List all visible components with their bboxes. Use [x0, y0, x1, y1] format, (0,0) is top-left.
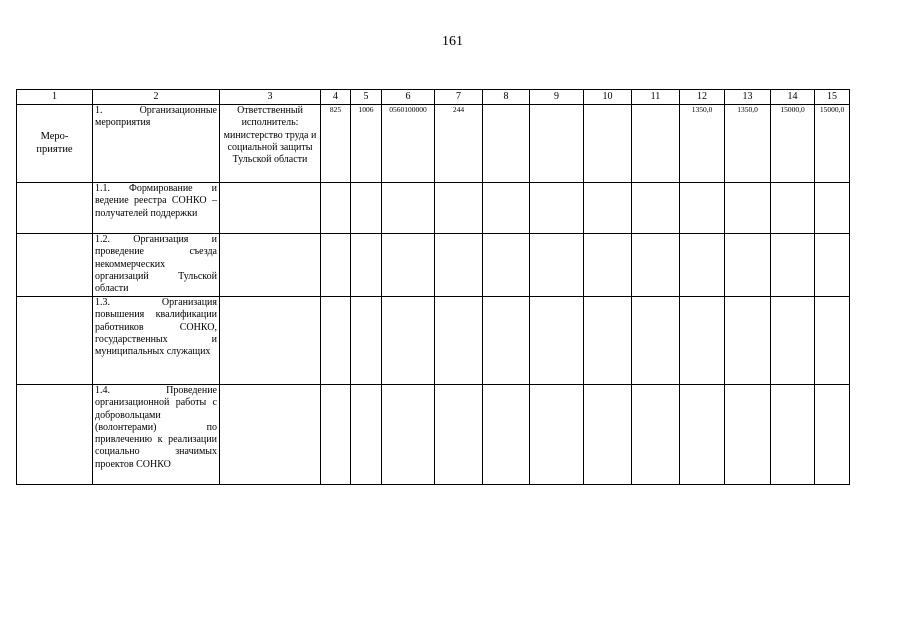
empty-cell	[584, 183, 632, 234]
empty-cell	[321, 234, 351, 297]
table-row	[17, 234, 850, 297]
empty-cell	[771, 234, 815, 297]
empty-cell	[17, 183, 93, 234]
activity-name-cell: 1.1. Формирование и ведение реестра СОНКО – получателей поддержки	[93, 183, 220, 234]
empty-cell	[17, 234, 93, 297]
column-number: 11	[632, 90, 680, 105]
empty-cell	[483, 385, 530, 485]
empty-cell	[530, 234, 584, 297]
activity-name-cell: 1.3. Организация повышения квалификации работников СОНКО, государственных и муниципальных служащих	[93, 297, 220, 385]
table-row	[17, 385, 850, 485]
empty-cell	[17, 385, 93, 485]
activity-name-cell: 1. Организационные мероприятия	[93, 105, 220, 183]
empty-cell	[584, 297, 632, 385]
empty-cell	[680, 297, 725, 385]
empty-cell	[351, 183, 382, 234]
empty-cell	[530, 385, 584, 485]
column-number: 10	[584, 90, 632, 105]
empty-cell	[771, 385, 815, 485]
value-cell: 15000,0	[771, 105, 815, 183]
activity-name-cell: 1.2. Организация и проведение съезда некоммерческих организаций Тульской области	[93, 234, 220, 297]
empty-cell	[17, 297, 93, 385]
empty-cell	[815, 183, 850, 234]
table-row	[17, 183, 850, 234]
empty-cell	[483, 297, 530, 385]
column-number: 4	[321, 90, 351, 105]
empty-cell	[530, 183, 584, 234]
column-number: 14	[771, 90, 815, 105]
empty-cell	[483, 234, 530, 297]
empty-cell	[632, 385, 680, 485]
empty-cell	[725, 183, 771, 234]
column-number: 6	[382, 90, 435, 105]
empty-cell	[382, 183, 435, 234]
empty-cell	[680, 183, 725, 234]
code-cell: 0560100000	[382, 105, 435, 183]
empty-cell	[321, 183, 351, 234]
value-cell	[632, 105, 680, 183]
empty-cell	[632, 297, 680, 385]
empty-cell	[815, 297, 850, 385]
empty-cell	[220, 297, 321, 385]
column-number: 13	[725, 90, 771, 105]
value-cell: 1350,0	[680, 105, 725, 183]
empty-cell	[382, 385, 435, 485]
empty-cell	[725, 297, 771, 385]
table-row	[17, 297, 850, 385]
table-row	[17, 105, 850, 183]
column-number: 9	[530, 90, 584, 105]
empty-cell	[382, 297, 435, 385]
empty-cell	[435, 297, 483, 385]
value-cell	[530, 105, 584, 183]
empty-cell	[351, 297, 382, 385]
empty-cell	[435, 385, 483, 485]
column-number: 1	[17, 90, 93, 105]
code-cell: 825	[321, 105, 351, 183]
empty-cell	[584, 385, 632, 485]
column-number-row	[17, 90, 850, 105]
column-number: 3	[220, 90, 321, 105]
page-number: 161	[442, 34, 463, 49]
column-number: 7	[435, 90, 483, 105]
empty-cell	[435, 183, 483, 234]
column-number: 12	[680, 90, 725, 105]
activity-name-cell: 1.4. Проведение организационной работы с добровольцами (волонтерами) по привлечению к реализации социально значимых проектов СОНКО	[93, 385, 220, 485]
executor-cell: Ответственный исполнитель: министерство труда и социальной защиты Тульской области	[220, 105, 321, 183]
empty-cell	[632, 183, 680, 234]
budget-table	[16, 89, 850, 485]
empty-cell	[321, 297, 351, 385]
empty-cell	[815, 385, 850, 485]
value-cell	[483, 105, 530, 183]
column-number: 8	[483, 90, 530, 105]
empty-cell	[483, 183, 530, 234]
empty-cell	[351, 385, 382, 485]
empty-cell	[220, 183, 321, 234]
empty-cell	[382, 234, 435, 297]
empty-cell	[725, 234, 771, 297]
value-cell	[584, 105, 632, 183]
empty-cell	[220, 385, 321, 485]
row-type-cell: Меро-приятие	[17, 105, 93, 183]
code-cell: 244	[435, 105, 483, 183]
empty-cell	[771, 297, 815, 385]
empty-cell	[321, 385, 351, 485]
empty-cell	[584, 234, 632, 297]
empty-cell	[435, 234, 483, 297]
column-number: 15	[815, 90, 850, 105]
column-number: 5	[351, 90, 382, 105]
value-cell: 1350,0	[725, 105, 771, 183]
column-number: 2	[93, 90, 220, 105]
empty-cell	[632, 234, 680, 297]
value-cell: 15000,0	[815, 105, 850, 183]
empty-cell	[351, 234, 382, 297]
empty-cell	[530, 297, 584, 385]
empty-cell	[771, 183, 815, 234]
empty-cell	[680, 234, 725, 297]
empty-cell	[220, 234, 321, 297]
empty-cell	[815, 234, 850, 297]
empty-cell	[725, 385, 771, 485]
empty-cell	[680, 385, 725, 485]
code-cell: 1006	[351, 105, 382, 183]
